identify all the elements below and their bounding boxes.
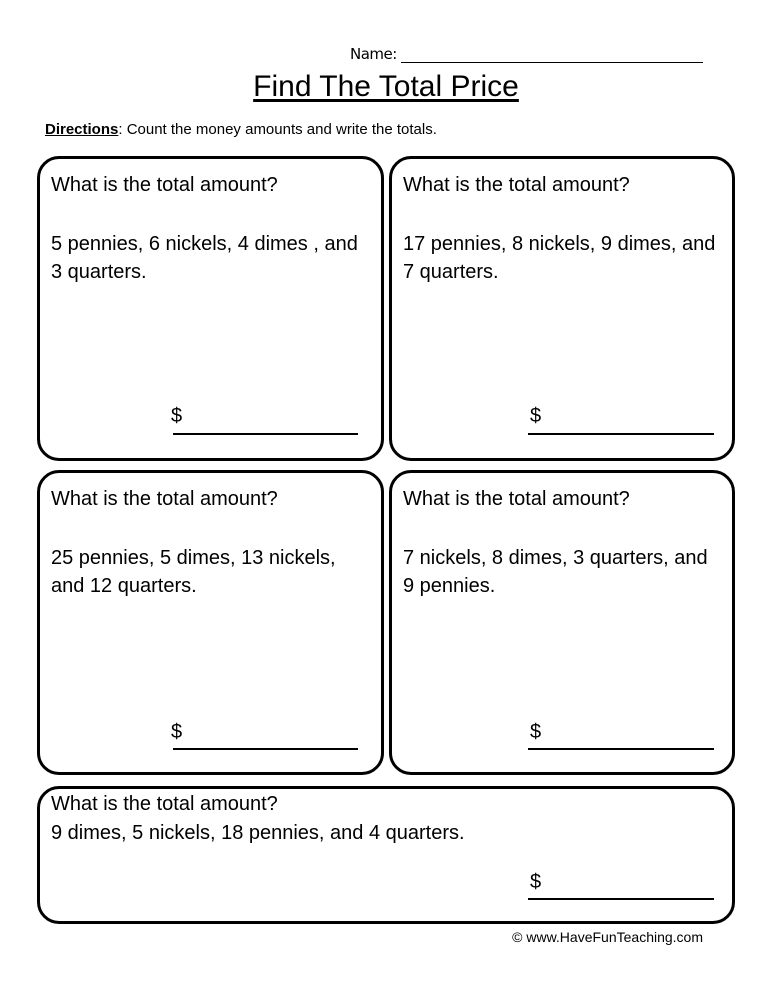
copyright-footer: © www.HaveFunTeaching.com [512,929,703,945]
answer-line[interactable] [173,433,358,435]
answer-line[interactable] [173,748,358,750]
problem-question: What is the total amount? [403,488,630,510]
problem-box-1 [37,156,384,461]
dollar-sign: $ [171,405,183,427]
problem-body: 7 nickels, 8 dimes, 3 quarters, and 9 pennies. [403,547,708,597]
dollar-sign: $ [530,405,542,427]
problem-question: What is the total amount? [51,174,278,196]
answer-line[interactable] [528,898,714,900]
directions-label: Directions [45,121,119,138]
dollar-sign: $ [171,721,183,743]
answer-line[interactable] [528,748,714,750]
directions-text: : Count the money amounts and write the totals. [118,121,437,138]
name-input-line[interactable] [401,62,703,63]
directions [45,121,437,138]
problem-body: 25 pennies, 5 dimes, 13 nickels, and 12 quarters. [51,547,336,597]
problem-box-4 [389,470,735,775]
problem-body: 5 pennies, 6 nickels, 4 dimes , and 3 quarters. [51,233,358,283]
problem-question: What is the total amount? [51,793,278,815]
name-label: Name: [350,45,397,63]
problem-question: What is the total amount? [403,174,630,196]
problem-body: 17 pennies, 8 nickels, 9 dimes, and 7 quarters. [403,233,716,283]
answer-line[interactable] [528,433,714,435]
problem-box-2 [389,156,735,461]
problem-body: 9 dimes, 5 nickels, 18 pennies, and 4 quarters. [51,822,465,844]
problem-box-3 [37,470,384,775]
problem-question: What is the total amount? [51,488,278,510]
dollar-sign: $ [530,871,542,893]
page-title: Find The Total Price [253,70,519,103]
dollar-sign: $ [530,721,542,743]
problem-box-5 [37,786,735,924]
